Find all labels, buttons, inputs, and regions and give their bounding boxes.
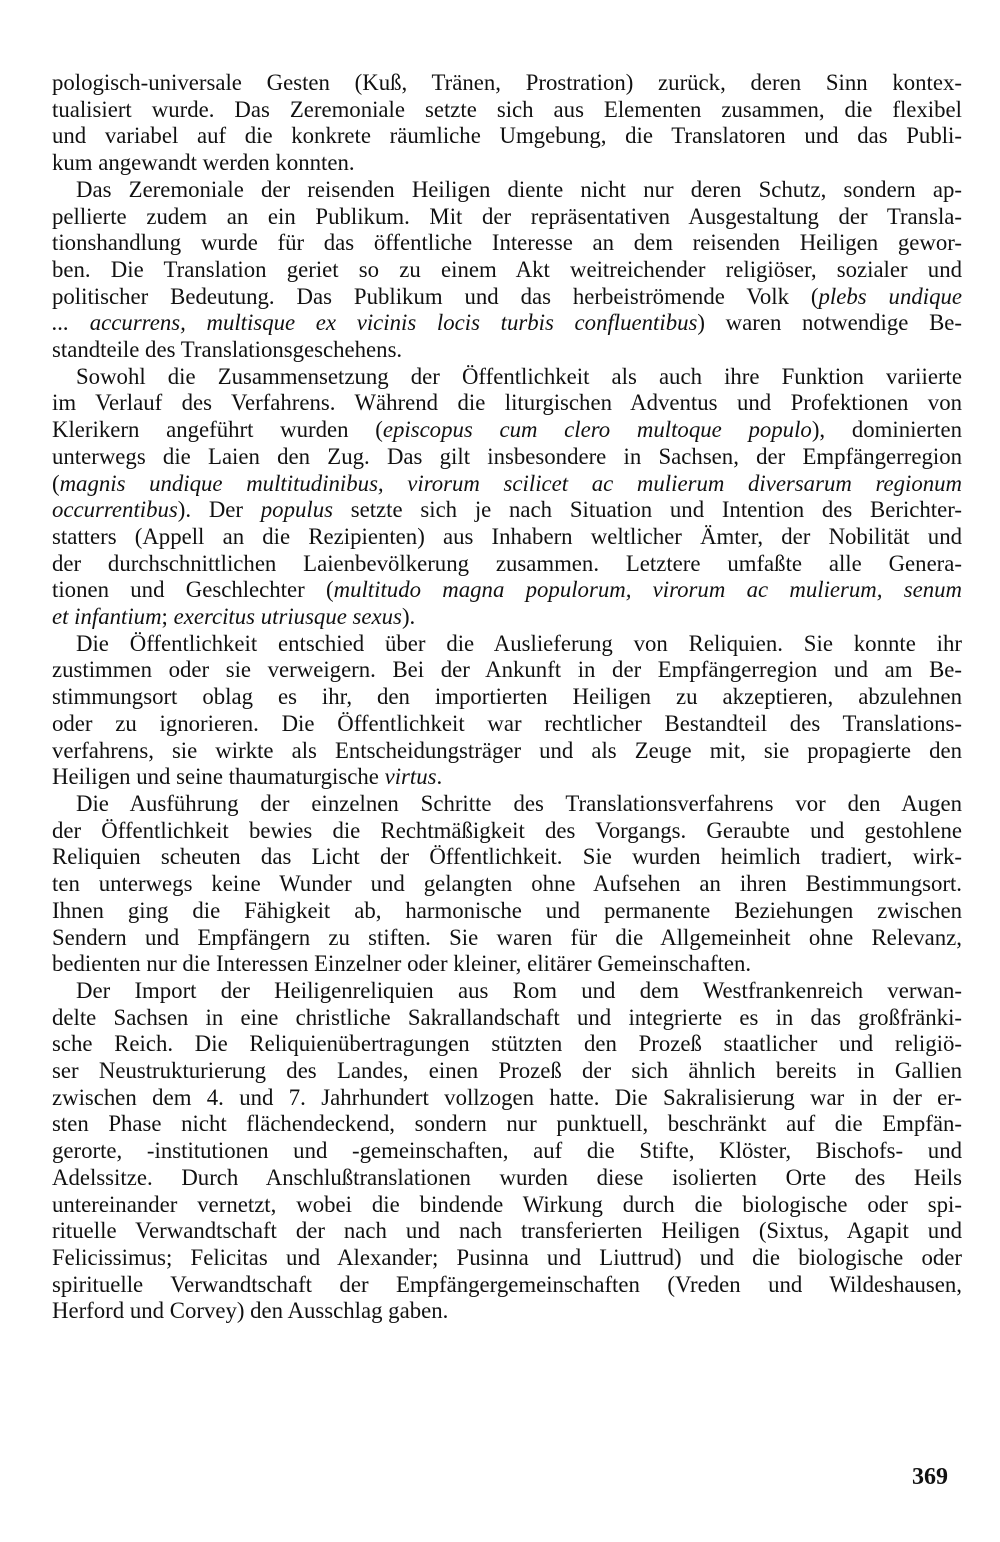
text-line — [52, 364, 962, 391]
text-line — [52, 230, 962, 257]
italic-latin-phrase: occurrentibus — [52, 497, 178, 523]
text-line — [52, 1272, 962, 1299]
text-line — [52, 1085, 962, 1112]
text-segment: sten Phase nicht flächendeckend, sondern nur punktuell, beschränkt auf die Empfän- — [52, 1111, 962, 1137]
body-text — [52, 70, 962, 1325]
text-segment: Die Ausführung der einzelnen Schritte des Translationsverfahrens vor den Augen — [76, 790, 962, 816]
text-segment: delte Sachsen in eine christliche Sakrallandschaft und integrierte es in das großfränki- — [52, 1004, 962, 1030]
text-segment: gerorte, -institutionen und -gemeinschaften, auf die Stifte, Klöster, Bischofs- und — [52, 1138, 962, 1164]
text-line — [52, 818, 962, 845]
italic-latin-phrase: plebs undique — [818, 283, 962, 309]
text-segment: kum angewandt werden konnten. — [52, 150, 355, 176]
text-segment: Adelssitze. Durch Anschlußtranslationen wurden diese isolierten Orte des Heils — [52, 1164, 962, 1190]
text-line — [52, 951, 962, 978]
text-line — [52, 1111, 962, 1138]
text-segment: tionshandlung wurde für das öffentliche Interesse an dem reisenden Heiligen gewor- — [52, 230, 962, 256]
text-segment: ) waren notwendige Be- — [697, 310, 962, 336]
italic-latin-phrase: virtus — [384, 764, 437, 790]
text-line — [52, 1031, 962, 1058]
text-line — [52, 497, 962, 524]
text-segment: unterwegs die Laien den Zug. Das gilt insbesondere in Sachsen, der Empfängerregion — [52, 443, 962, 469]
text-line — [52, 1058, 962, 1085]
text-segment: Die Öffentlichkeit entschied über die Auslieferung von Reliquien. Sie konnte ihr — [76, 630, 962, 656]
text-segment: Ihnen ging die Fähigkeit ab, harmonische und permanente Beziehungen zwischen — [52, 897, 962, 923]
text-segment: Klerikern angeführt wurden ( — [52, 417, 383, 443]
page-number: 369 — [912, 1464, 948, 1490]
text-segment: zustimmen oder sie verweigern. Bei der Ankunft in der Empfängerregion und am Be- — [52, 657, 962, 683]
italic-latin-phrase: episcopus cum clero multoque populo — [382, 417, 812, 443]
text-segment: ; — [161, 604, 174, 630]
text-line — [52, 390, 962, 417]
text-line — [52, 444, 962, 471]
italic-latin-phrase: et infantium — [52, 604, 162, 630]
text-line — [52, 417, 962, 444]
text-segment: setzte sich je nach Situation und Intention des Berichter- — [332, 497, 962, 523]
text-line — [52, 524, 962, 551]
italic-latin-phrase: populus — [260, 497, 333, 523]
text-line — [52, 1192, 962, 1219]
text-line — [52, 97, 962, 124]
text-segment: statters (Appell an die Rezipienten) aus Inhabern weltlicher Ämter, der Nobilität und — [52, 523, 962, 549]
text-segment: Sowohl die Zusammensetzung der Öffentlichkeit als auch ihre Funktion variierte — [76, 363, 962, 389]
text-segment: oder zu ignorieren. Die Öffentlichkeit war rechtlicher Bestandteil des Translations- — [52, 710, 962, 736]
text-segment: pologisch-universale Gesten (Kuß, Tränen, Prostration) zurück, deren Sinn kontex- — [52, 70, 962, 95]
italic-latin-phrase: magnis undique multitudinibus, virorum scilicet ac mulierum diversarum regionum — [59, 470, 962, 496]
text-line — [52, 310, 962, 337]
text-segment: ). Der — [177, 497, 261, 523]
text-line — [52, 551, 962, 578]
text-line — [52, 1245, 962, 1272]
text-segment: zwischen dem 4. und 7. Jahrhundert vollzogen hatte. Die Sakralisierung war in der er- — [52, 1084, 962, 1110]
text-segment: Heiligen und seine thaumaturgische — [52, 764, 385, 790]
text-line — [52, 1218, 962, 1245]
text-segment: politischer Bedeutung. Das Publikum und das herbeiströmende Volk ( — [52, 283, 819, 309]
text-line — [52, 204, 962, 231]
text-line — [52, 711, 962, 738]
text-line — [52, 604, 962, 631]
text-segment: Sendern und Empfängern zu stiften. Sie waren für die Allgemeinheit ohne Relevanz, — [52, 924, 962, 950]
text-segment: stimmungsort oblag es ihr, den importierten Heiligen zu akzeptieren, abzulehnen — [52, 684, 962, 710]
text-segment: ten unterwegs keine Wunder und gelangten ohne Aufsehen an ihren Bestimmungsort. — [52, 871, 962, 897]
text-line — [52, 764, 962, 791]
text-segment: ben. Die Translation geriet so zu einem Akt weitreichender religiöser, sozialer und — [52, 256, 962, 282]
text-line — [52, 1165, 962, 1192]
text-line — [52, 898, 962, 925]
text-segment: verfahrens, sie wirkte als Entscheidungsträger und als Zeuge mit, sie propagierte den — [52, 737, 962, 763]
text-segment: sche Reich. Die Reliquienübertragungen stützten den Prozeß staatlicher und religiö- — [52, 1031, 962, 1057]
text-segment: Herford und Corvey) den Ausschlag gaben. — [52, 1298, 449, 1324]
text-line — [52, 684, 962, 711]
text-segment: pellierte zudem an ein Publikum. Mit der repräsentativen Ausgestaltung der Transla- — [52, 203, 962, 229]
text-line — [52, 1298, 962, 1325]
text-segment: ). — [401, 604, 416, 630]
text-line — [52, 70, 962, 97]
text-segment: ( — [52, 470, 60, 496]
text-segment: Das Zeremoniale der reisenden Heiligen diente nicht nur deren Schutz, sondern ap- — [76, 176, 962, 202]
italic-latin-phrase: multitudo magna populorum, virorum ac mulierum, senum — [333, 577, 962, 603]
text-segment: tualisiert wurde. Das Zeremoniale setzte sich aus Elementen zusammen, die flexibel — [52, 96, 962, 122]
text-line — [52, 177, 962, 204]
text-line — [52, 871, 962, 898]
text-segment: der Öffentlichkeit bewies die Rechtmäßigkeit des Vorgangs. Geraubte und gestohlene — [52, 817, 962, 843]
text-line — [52, 150, 962, 177]
text-line — [52, 257, 962, 284]
text-line — [52, 123, 962, 150]
text-segment: untereinander vernetzt, wobei die bindende Wirkung durch die biologische oder spi- — [52, 1191, 962, 1217]
text-segment: und variabel auf die konkrete räumliche Umgebung, die Translatoren und das Publi- — [52, 123, 962, 149]
text-line — [52, 657, 962, 684]
italic-latin-phrase: exercitus utriusque sexus — [173, 604, 402, 630]
text-line — [52, 925, 962, 952]
text-segment: rituelle Verwandtschaft der nach und nach transferierten Heiligen (Sixtus, Agapit und — [52, 1218, 962, 1244]
text-segment: im Verlauf des Verfahrens. Während die liturgischen Adventus und Profektionen von — [52, 390, 962, 416]
text-segment: . — [436, 764, 443, 790]
text-segment: standteile des Translationsgeschehens. — [52, 337, 403, 363]
text-line — [52, 1138, 962, 1165]
text-segment: Der Import der Heiligenreliquien aus Rom und dem Westfrankenreich verwan- — [76, 977, 962, 1003]
text-line — [52, 791, 962, 818]
text-line — [52, 738, 962, 765]
text-segment: bedienten nur die Interessen Einzelner oder kleiner, elitärer Gemeinschaften. — [52, 951, 752, 977]
text-segment: tionen und Geschlechter ( — [52, 577, 334, 603]
text-segment: ), dominierten — [811, 417, 962, 443]
text-segment: Felicissimus; Felicitas und Alexander; Pusinna und Liuttrud) und die biologische oder — [52, 1244, 962, 1270]
text-segment: spirituelle Verwandtschaft der Empfängergemeinschaften (Vreden und Wildeshausen, — [52, 1271, 962, 1297]
text-line — [52, 577, 962, 604]
text-segment: der durchschnittlichen Laienbevölkerung zusammen. Letztere umfaßte alle Genera- — [52, 550, 962, 576]
text-line — [52, 284, 962, 311]
text-segment: ser Neustrukturierung des Landes, einen Prozeß der sich ähnlich bereits in Gallien — [52, 1058, 962, 1084]
text-line — [52, 471, 962, 498]
text-line — [52, 337, 962, 364]
text-line — [52, 631, 962, 658]
text-segment: Reliquien scheuten das Licht der Öffentlichkeit. Sie wurden heimlich tradiert, wirk- — [52, 844, 962, 870]
text-line — [52, 978, 962, 1005]
text-line — [52, 844, 962, 871]
text-line — [52, 1005, 962, 1032]
italic-latin-phrase: ... accurrens, multisque ex vicinis locis turbis confluentibus — [52, 310, 698, 336]
